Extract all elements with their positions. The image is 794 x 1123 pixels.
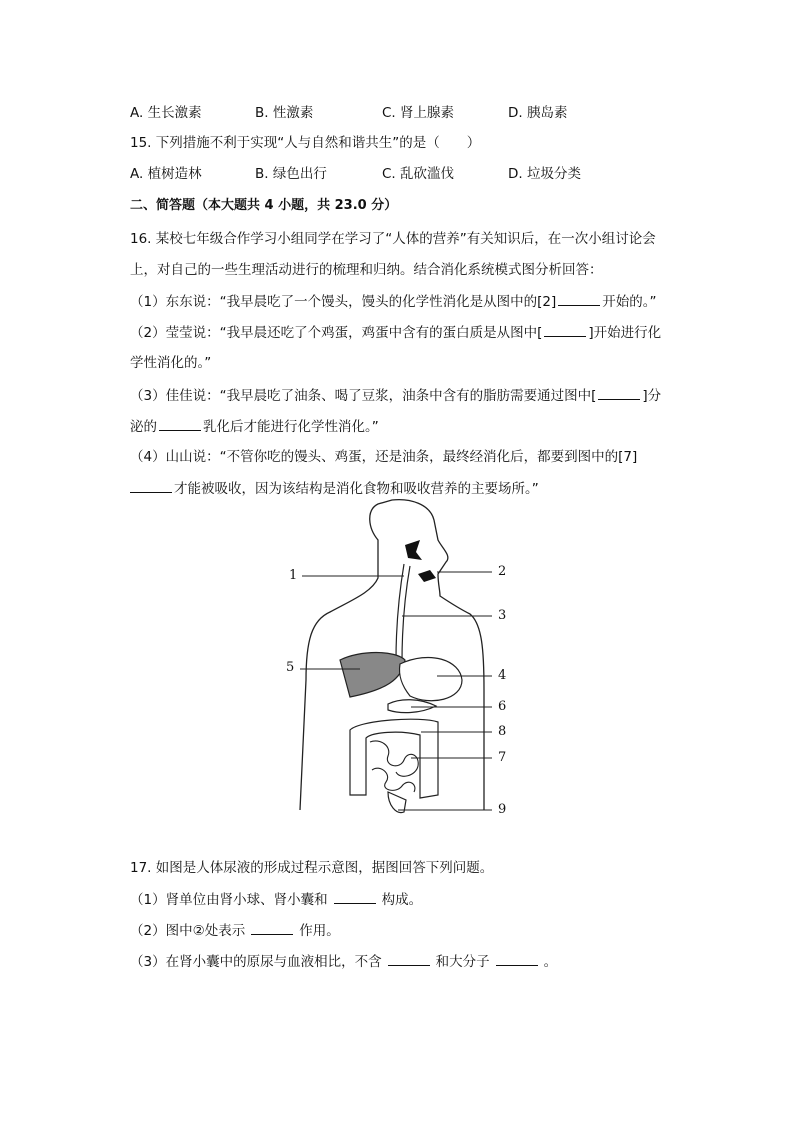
salivary-gland-icon [418, 570, 436, 582]
q16-part3: （3）佳佳说：“我早晨吃了油条、喝了豆浆，油条中含有的脂肪需要通过图中[ ]分 [130, 385, 661, 406]
q17-stem: 17. 如图是人体尿液的形成过程示意图，据图回答下列问题。 [130, 860, 494, 876]
figure-label-8: 8 [498, 724, 507, 739]
figure-label-7: 7 [498, 750, 507, 765]
q16-part2: （2）莹莹说：“我早晨还吃了个鸡蛋，鸡蛋中含有的蛋白质是从图中[ ]开始进行化 [130, 322, 661, 343]
q14-option-d: D. 胰岛素 [508, 105, 568, 121]
figure-label-3: 3 [498, 608, 507, 623]
q17-part3: （3）在肾小囊中的原尿与血液相比，不含 和大分子 。 [130, 951, 557, 972]
q16-part1: （1）东东说：“我早晨吃了一个馒头，馒头的化学性消化是从图中的[2] 开始的。” [130, 291, 656, 312]
q16-part4: （4）山山说：“不管你吃的馒头、鸡蛋，还是油条，最终经消化后，都要到图中的[7] [130, 449, 638, 465]
answer-blank[interactable] [251, 920, 293, 935]
q15-option-a: A. 植树造林 [130, 166, 202, 182]
answer-blank[interactable] [388, 951, 430, 966]
liver-icon [340, 653, 405, 698]
figure-label-4: 4 [498, 668, 507, 683]
leader-lines [300, 572, 492, 810]
q16-part2-cont: 学性消化的。” [130, 355, 212, 371]
pancreas-icon [388, 700, 436, 713]
q15-option-c: C. 乱砍滥伐 [382, 166, 455, 182]
small-intestine-icon [370, 741, 418, 792]
q15-option-d: D. 垃圾分类 [508, 166, 581, 182]
mouth-icon [405, 540, 422, 560]
q16-part3-cont: 泌的 乳化后才能进行化学性消化。” [130, 416, 379, 437]
q15-stem: 15. 下列措施不利于实现“人与自然和谐共生”的是（ ） [130, 135, 481, 151]
figure-label-5: 5 [286, 660, 295, 675]
figure-label-9: 9 [498, 802, 507, 817]
answer-blank[interactable] [334, 889, 376, 904]
rectum-icon [388, 792, 406, 813]
figure-label-6: 6 [498, 699, 507, 714]
q16-stem-line1: 16. 某校七年级合作学习小组同学在学习了“人体的营养”有关知识后，在一次小组讨论会 [130, 231, 656, 247]
q16-part4-cont: 才能被吸收，因为该结构是消化食物和吸收营养的主要场所。” [130, 478, 539, 499]
q17-part1: （1）肾单位由肾小球、肾小囊和 构成。 [130, 889, 422, 910]
stomach-icon [399, 657, 462, 700]
esophagus [396, 564, 410, 662]
q14-option-b: B. 性激素 [255, 105, 314, 121]
q14-option-c: C. 肾上腺素 [382, 105, 455, 121]
answer-blank[interactable] [496, 951, 538, 966]
q16-stem-line2: 上，对自己的一些生理活动进行的梳理和归纳。结合消化系统模式图分析回答： [130, 262, 603, 278]
q15-option-b: B. 绿色出行 [255, 166, 327, 182]
figure-label-1: 1 [289, 568, 298, 583]
section-heading: 二、简答题（本大题共 4 小题，共 23.0 分） [130, 198, 398, 213]
large-intestine-icon [350, 719, 438, 798]
figure-label-2: 2 [498, 564, 507, 579]
q17-part2: （2）图中②处表示 作用。 [130, 920, 340, 941]
q14-option-a: A. 生长激素 [130, 105, 202, 121]
